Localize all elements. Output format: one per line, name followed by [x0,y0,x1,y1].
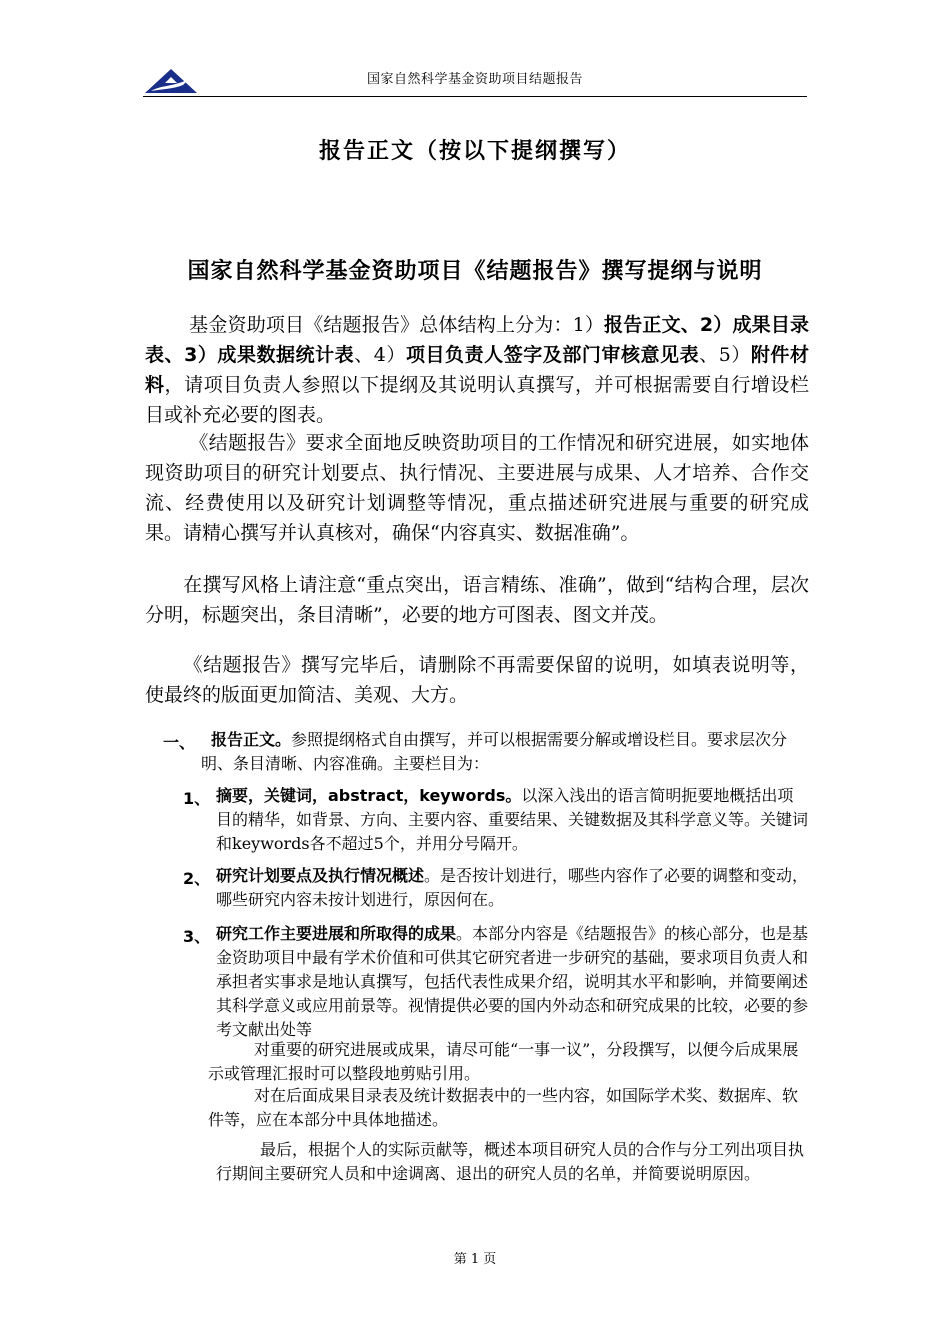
item-heading: 摘要，关键词，abstract，keywords。 [216,786,522,805]
item-number: 1、 [183,789,211,808]
intro-bold-parts: 报告正文、2）成果目录表、3）成果数据统计表 [145,314,809,366]
item3-paragraph-1: 对重要的研究进展或成果，请尽可能“一事一议”，分段撰写，以便今后成果展示或管理汇报时可以整段地剪贴引用。 [208,1040,799,1083]
intro-text: 《结题报告》撰写完毕后，请删除不再需要保留的说明，如填表说明等，使最终的版面更加简洁、美观、大方。 [145,654,809,706]
item-heading: 研究计划要点及执行情况概述 [216,866,425,885]
intro-bold-attachments: 附件材料 [145,344,809,396]
page-header [143,62,807,97]
page-title: 报告正文（按以下提纲撰写） [318,139,631,164]
document-subtitle: 国家自然科学基金资助项目《结题报告》撰写提纲与说明 [187,259,763,284]
item3-paragraph-2: 对在后面成果目录表及统计数据表中的一些内容，如国际学术奖、数据库、软件等，应在本部分中具体地描述。 [208,1086,799,1129]
intro-paragraph-3 [145,570,809,630]
item3-paragraph-3: 最后，根据个人的实际贡献等，概述本项目研究人员的合作与分工列出项目执行期间主要研究人员和中途调离、退出的研究人员的名单，并简要说明原因。 [216,1140,805,1183]
item-text: 以深入浅出的语言简明扼要地概括出项目的精华，如背景、方向、主要内容、重要结果、关键数据及其科学意义等。关键词和keywords各不超过5个，并用分号隔开。 [216,786,809,853]
intro-text: 、5） [699,344,751,366]
intro-text: ，请项目负责人参照以下提纲及其说明认真撰写，并可根据需要自行增设栏目或补充必要的图表。 [145,374,809,426]
intro-bold-signature: 项目负责人签字及部门审核意见表 [405,344,700,366]
item-text: 。本部分内容是《结题报告》的核心部分，也是基金资助项目中最有学术价值和可供其它研究者进一步研究的基础，要求项目负责人和承担者实事求是地认真撰写，包括代表性成果介绍，说明其水平和影响，并简要阐述其科学意义或应用前景等。视情提供必要的国内外动态和研究成果的比较，必要的参考文献出处等 [216,924,809,1039]
item-number: 3、 [183,927,211,946]
intro-paragraph-4 [145,650,809,710]
list-item [216,864,809,912]
intro-text: 《结题报告》要求全面地反映资助项目的工作情况和研究进展，如实地体现资助项目的研究计划要点、执行情况、主要进展与成果、人才培养、合作交流、经费使用以及研究计划调整等情况，重点描述研究进展与重要的研究成果。请精心撰写并认真核对，确保“内容真实、数据准确”。 [145,432,809,544]
section-1 [201,728,809,776]
list-item [216,922,809,1042]
intro-paragraph-1 [145,310,809,430]
section-heading: 报告正文。 [211,730,292,749]
list-item [216,784,809,856]
section-text: 参照提纲格式自由撰写，并可以根据需要分解或增设栏目。要求层次分明、条目清晰、内容准确。主要栏目为： [201,730,788,773]
item-heading: 研究工作主要进展和所取得的成果 [216,924,457,943]
intro-text: 在撰写风格上请注意“重点突出，语言精练、准确”，做到“结构合理，层次分明，标题突出，条目清晰”，必要的地方可图表、图文并茂。 [145,574,809,626]
item-text: 。是否按计划进行，哪些内容作了必要的调整和变动，哪些研究内容未按计划进行，原因何在。 [216,866,809,909]
intro-paragraph-2 [145,428,809,548]
page-number: 第 1 页 [453,1252,497,1267]
section-number: 一、 [163,733,196,752]
intro-text: 基金资助项目《结题报告》总体结构上分为：1） [189,314,605,336]
item-number: 2、 [183,869,211,888]
header-title: 国家自然科学基金资助项目结题报告 [366,72,583,87]
intro-text: 、4） [354,344,406,366]
